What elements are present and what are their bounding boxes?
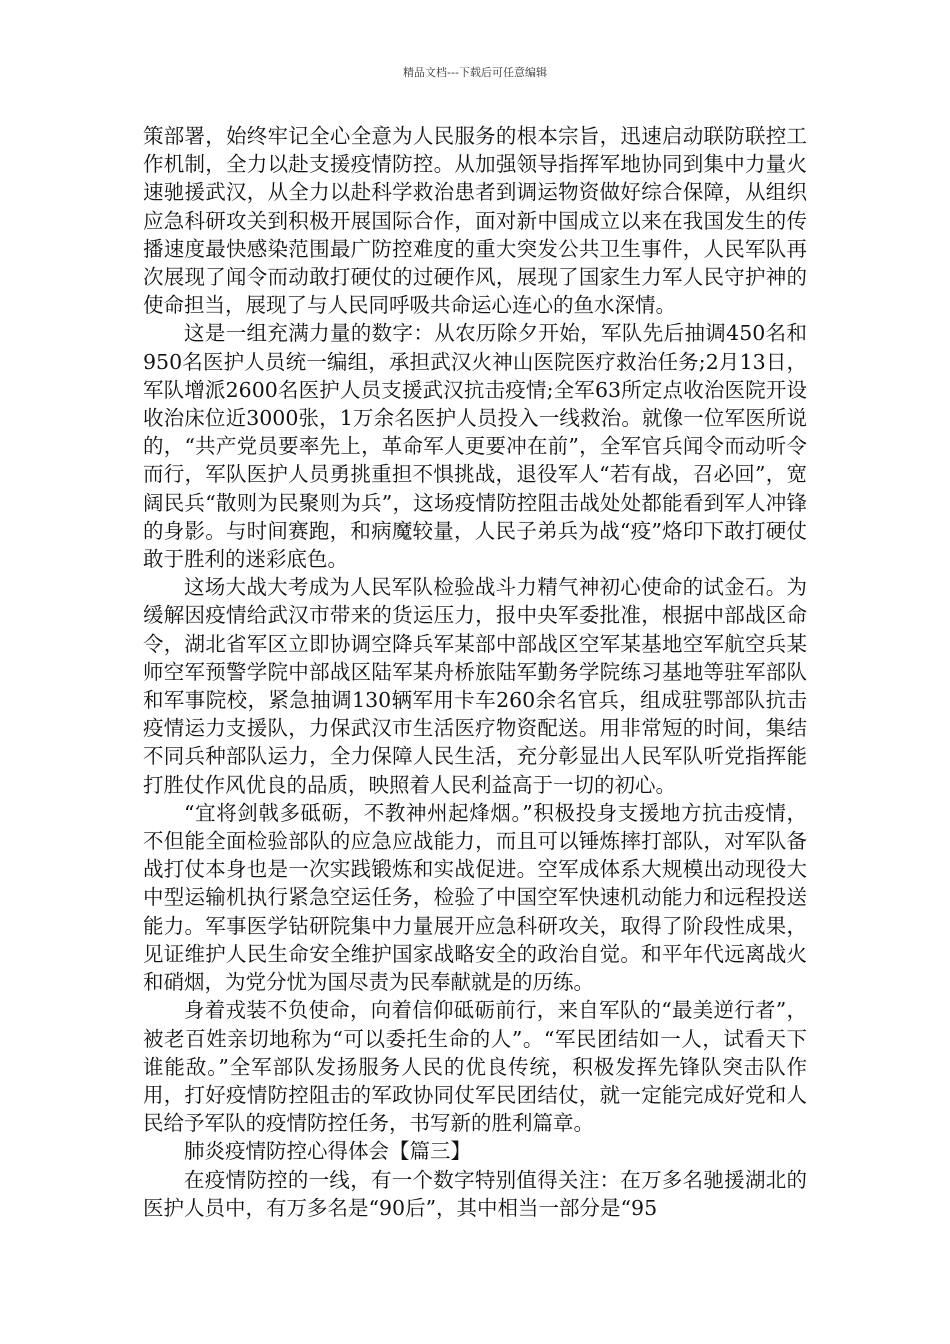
paragraph-4: “宜将剑戟多砥砺，不教神州起烽烟。”积极投身支援地方抗击疫情，不但能全面检验部队的应急应战能力，而且可以锤炼摔打部队，对军队备战打仗本身也是一次实践锻炼和实战促进。空军成体系大规模出动现役大中型运输机执行紧急空运任务，检验了中国空军快速机动能力和远程投送能力。军事医学钻研院集中力量展开应急科研攻关，取得了阶段性成果，见证维护人民生命安全维护国家战略安全的政治自觉。和平年代远离战火和硝烟，为党分忧为国尽责为民奉献就是的历练。: [143, 800, 807, 995]
paragraph-3: 这场大战大考成为人民军队检验战斗力精气神初心使命的试金石。为缓解因疫情给武汉市带来的货运压力，报中央军委批准，根据中部战区命令，湖北省军区立即协调空降兵军某部中部战区空军某基地空军航空兵某师空军预警学院中部战区陆军某舟桥旅陆军勤务学院练习基地等驻军部队和军事院校，紧急抽调130辆军用卡车260余名官兵，组成驻鄂部队抗击疫情运力支援队，力保武汉市生活医疗物资配送。用非常短的时间，集结不同兵种部队运力，全力保障人民生活，充分彰显出人民军队听党指挥能打胜仗作风优良的品质，映照着人民利益高于一切的初心。: [143, 575, 807, 797]
paragraph-5: 身着戎装不负使命，向着信仰砥砺前行，来自军队的“最美逆行者”，被老百姓亲切地称为“可以委托生命的人”。“军民团结如一人，试看天下谁能敌。”全军部队发扬服务人民的优良传统，积极发挥先锋队突击队作用，打好疫情防控阻击的军政协同仗军民团结仗，就一定能完成好党和人民给予军队的疫情防控任务，书写新的胜利篇章。: [143, 998, 807, 1136]
paragraph-2: 这是一组充满力量的数字：从农历除夕开始，军队先后抽调450名和950名医护人员统一编组，承担武汉火神山医院医疗救治任务;2月13日，军队增派2600名医护人员支援武汉抗击疫情;全军63所定点收治医院开设收治床位近3000张，1万余名医护人员投入一线救治。就像一位军医所说的，“共产党员要率先上，革命军人更要冲在前”，全军官兵闻令而动听令而行，军队医护人员勇挑重担不惧挑战，退役军人“若有战，召必回”，宽阔民兵“散则为民聚则为兵”，这场疫情防控阻击战处处都能看到军人冲锋的身影。与时间赛跑，和病魔较量，人民子弟兵为战“疫”烙印下敢打硬仗敢于胜利的迷彩底色。: [143, 321, 807, 572]
page-header: 精品文档---下载后可任意编辑: [403, 66, 547, 79]
section-heading: 肺炎疫情防控心得体会【篇三】: [184, 1139, 471, 1164]
document-body: [143, 122, 807, 1222]
paragraph-1: 策部署，始终牢记全心全意为人民服务的根本宗旨，迅速启动联防联控工作机制，全力以赴支援疫情防控。从加强领导指挥军地协同到集中力量火速驰援武汉，从全力以赴科学救治患者到调运物资做好综合保障，从组织应急科研攻关到积极开展国际合作，面对新中国成立以来在我国发生的传播速度最快感染范围最广防控难度的重大突发公共卫生事件，人民军队再次展现了闻令而动敢打硬仗的过硬作风，展现了国家生力军人民守护神的使命担当，展现了与人民同呼吸共命运心连心的鱼水深情。: [143, 124, 807, 318]
paragraph-6: 在疫情防控的一线，有一个数字特别值得关注：在万多名驰援湖北的医护人员中，有万多名是“90后”，其中相当一部分是“95: [143, 1167, 807, 1220]
